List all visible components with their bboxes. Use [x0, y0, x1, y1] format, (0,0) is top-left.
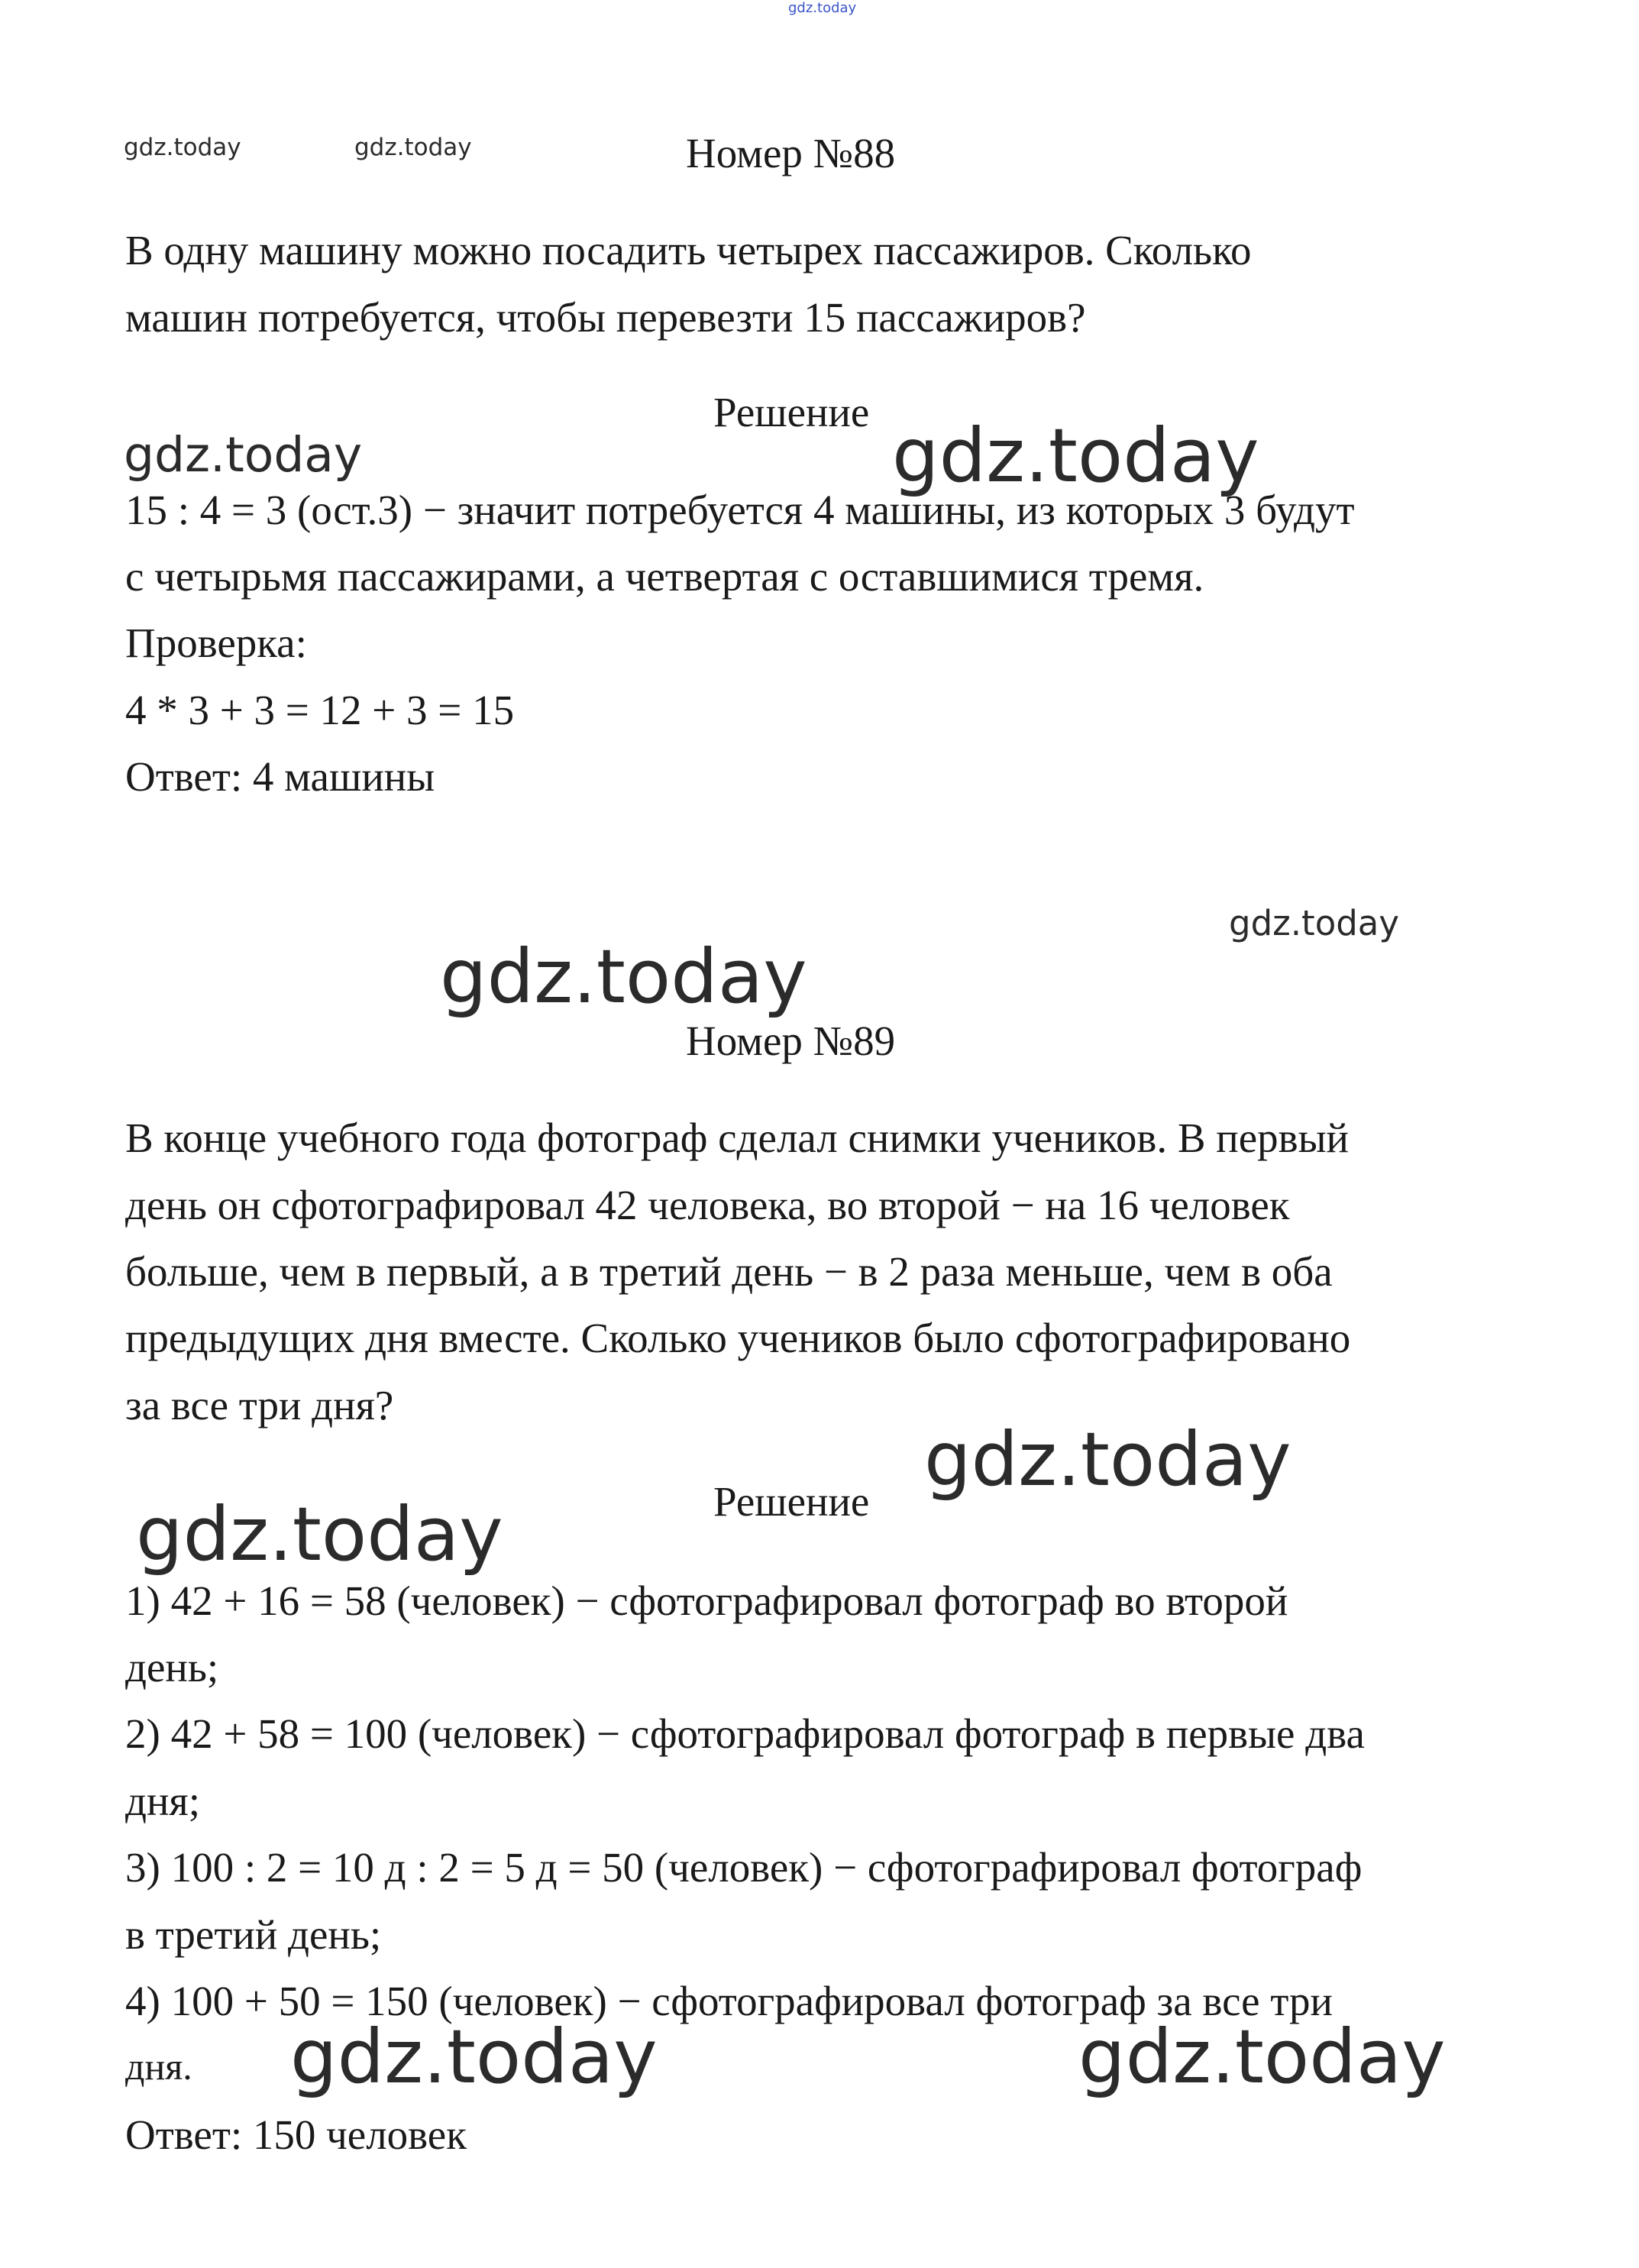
problem-89-solution-heading: Решение	[713, 1478, 870, 1525]
problem-89-title: Номер №89	[686, 1018, 896, 1064]
problem-89-condition-line-4: предыдущих дня вместе. Сколько учеников было сфотографировано	[125, 1315, 1351, 1361]
problem-88-solution-heading: Решение	[713, 389, 870, 435]
problem-88-condition-line-2: машин потребуется, чтобы перевезти 15 пассажиров?	[125, 294, 1086, 341]
watermark-large-3: gdz.today	[924, 1416, 1291, 1503]
watermark-large-1: gdz.today	[892, 413, 1259, 499]
watermark-large-6: gdz.today	[1078, 2014, 1446, 2100]
problem-89-condition-line-1: В конце учебного года фотограф сделал снимки учеников. В первый	[125, 1115, 1349, 1161]
watermark-small-1: gdz.today	[124, 134, 241, 161]
problem-89-condition-line-2: день он сфотографировал 42 человека, во второй − на 16 человек	[125, 1182, 1290, 1228]
problem-88-solution-line-2: с четырьмя пассажирами, а четвертая с оставшимися тремя.	[125, 553, 1204, 600]
problem-88-solution-line-1: 15 : 4 = 3 (ост.3) − значит потребуется 4 машины, из которых 3 будут	[125, 487, 1355, 533]
problem-88-check-label: Проверка:	[125, 620, 307, 666]
watermark-large-2: gdz.today	[440, 933, 807, 1020]
problem-88-answer: Ответ: 4 машины	[125, 753, 435, 800]
problem-89-condition-line-3: больше, чем в первый, а в третий день − в 2 раза меньше, чем в оба	[125, 1248, 1333, 1295]
problem-89-step-1-cont: день;	[125, 1644, 219, 1690]
watermark-large-5: gdz.today	[290, 2014, 658, 2100]
problem-88-check-expression: 4 * 3 + 3 = 12 + 3 = 15	[125, 687, 515, 733]
problem-89-step-2-cont: дня;	[125, 1778, 200, 1824]
problem-88-condition-line-1: В одну машину можно посадить четырех пассажиров. Сколько	[125, 227, 1252, 273]
top-watermark: gdz.today	[788, 0, 857, 16]
problem-89-step-1: 1) 42 + 16 = 58 (человек) − сфотографировал фотограф во второй	[125, 1577, 1288, 1624]
watermark-large-4: gdz.today	[136, 1491, 503, 1577]
problem-89-step-4: 4) 100 + 50 = 150 (человек) − сфотографировал фотограф за все три	[125, 1978, 1333, 2024]
watermark-small-2: gdz.today	[354, 134, 472, 161]
problem-89-step-4-cont: дня.	[125, 2045, 192, 2088]
problem-89-answer: Ответ: 150 человек	[125, 2111, 467, 2158]
problem-89-step-2: 2) 42 + 58 = 100 (человек) − сфотографировал фотограф в первые два	[125, 1710, 1365, 1757]
problem-89-step-3-cont: в третий день;	[125, 1911, 382, 1958]
problem-89-step-3: 3) 100 : 2 = 10 д : 2 = 5 д = 50 (человек) − сфотографировал фотограф	[125, 1844, 1363, 1891]
problem-89-condition-line-5: за все три дня?	[125, 1382, 394, 1428]
watermark-small-3: gdz.today	[1229, 903, 1400, 943]
problem-88-title: Номер №88	[686, 130, 896, 176]
watermark-medium-1: gdz.today	[124, 427, 363, 483]
